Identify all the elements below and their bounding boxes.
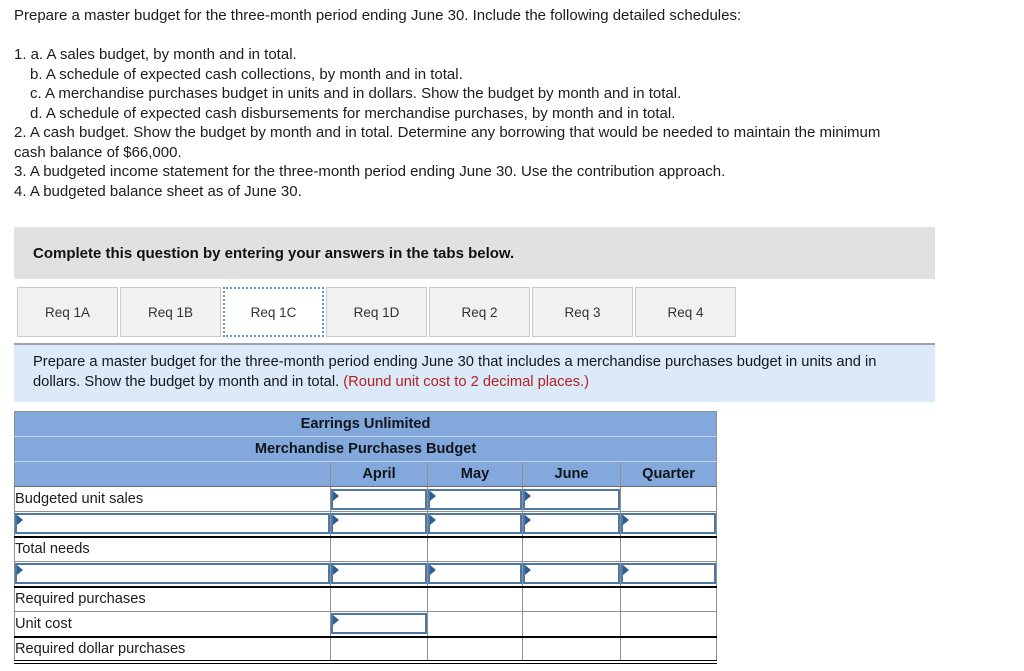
row-label-required-dollar-purchases: Required dollar purchases <box>15 637 331 662</box>
cell-total-needs-quarter <box>621 537 717 562</box>
tab-req-1d[interactable]: Req 1D <box>326 287 427 337</box>
answer-marker-icon <box>525 515 531 525</box>
table-row <box>15 612 717 637</box>
answer-marker-icon <box>623 515 629 525</box>
cell-required-purchases-april <box>331 587 428 612</box>
merchandise-purchases-budget-table <box>14 411 717 664</box>
requirement-line: b. A schedule of expected cash collections, by month and in total. <box>30 65 463 83</box>
input-line4-april[interactable] <box>331 563 427 584</box>
banner-text: Complete this question by entering your answers in the tabs below. <box>33 244 515 262</box>
tab-req-4[interactable]: Req 4 <box>635 287 736 337</box>
column-header-april: April <box>331 462 428 487</box>
table-row <box>15 637 717 662</box>
complete-question-banner <box>14 227 935 279</box>
column-header-quarter: Quarter <box>621 462 717 487</box>
answer-marker-icon <box>17 565 23 575</box>
cell-required-purchases-june <box>523 587 621 612</box>
question-requirements-list <box>14 45 1024 201</box>
cell-budgeted-unit-sales-quarter <box>621 487 717 512</box>
answer-marker-icon <box>525 491 531 501</box>
answer-marker-icon <box>17 515 23 525</box>
table-row <box>15 587 717 612</box>
requirement-line: d. A schedule of expected cash disbursements for merchandise purchases, by month and in total. <box>30 104 676 122</box>
instruction-text: Prepare a master budget for the three-month period ending June 30 that includes a merchandise purchases budget in units and in dollars. Show the budget by month and in total. <box>33 354 877 390</box>
input-unit-cost-april[interactable] <box>331 613 427 634</box>
cell-required-purchases-quarter <box>621 587 717 612</box>
tab-instruction-panel <box>14 343 935 402</box>
cell-unit-cost-quarter <box>621 612 717 637</box>
requirement-line: 3. A budgeted income statement for the three-month period ending June 30. Use the contribution approach. <box>14 163 726 180</box>
answer-marker-icon <box>430 515 436 525</box>
table-row <box>15 537 717 562</box>
input-budgeted-unit-sales-june[interactable] <box>523 489 620 510</box>
answer-marker-icon <box>333 491 339 501</box>
requirement-line: cash balance of $66,000. <box>14 143 182 161</box>
cell-required-dollar-purchases-june <box>523 637 621 662</box>
input-line4-label[interactable] <box>15 563 330 584</box>
column-header-june: June <box>523 462 621 487</box>
cell-total-needs-may <box>428 537 523 562</box>
input-line2-april[interactable] <box>331 513 427 534</box>
table-title: Earrings Unlimited <box>15 412 717 437</box>
row-label-required-purchases: Required purchases <box>15 587 331 612</box>
requirement-line: 1. a. A sales budget, by month and in total. <box>14 46 297 63</box>
cell-required-dollar-purchases-quarter <box>621 637 717 662</box>
requirement-line: 2. A cash budget. Show the budget by month and in total. Determine any borrowing that would be needed to maintain the minimum <box>14 124 881 141</box>
table-row <box>15 512 717 537</box>
tab-req-1c[interactable]: Req 1C <box>223 287 324 337</box>
tab-req-1b[interactable]: Req 1B <box>120 287 221 337</box>
row-label-unit-cost: Unit cost <box>15 612 331 637</box>
input-line4-june[interactable] <box>523 563 620 584</box>
answer-marker-icon <box>430 491 436 501</box>
requirement-line: 4. A budgeted balance sheet as of June 30. <box>14 182 302 200</box>
input-budgeted-unit-sales-may[interactable] <box>428 489 522 510</box>
cell-required-purchases-may <box>428 587 523 612</box>
requirement-line: c. A merchandise purchases budget in units and in dollars. Show the budget by month and in total. <box>30 85 682 102</box>
input-line2-june[interactable] <box>523 513 620 534</box>
table-row <box>15 562 717 587</box>
answer-marker-icon <box>333 565 339 575</box>
answer-marker-icon <box>430 565 436 575</box>
tab-req-3[interactable]: Req 3 <box>532 287 633 337</box>
answer-marker-icon <box>623 565 629 575</box>
question-intro: Prepare a master budget for the three-month period ending June 30. Include the following detailed schedules: <box>14 7 742 24</box>
row-label-budgeted-unit-sales: Budgeted unit sales <box>15 487 331 512</box>
answer-marker-icon <box>333 615 339 625</box>
cell-unit-cost-june <box>523 612 621 637</box>
input-line2-quarter[interactable] <box>621 513 716 534</box>
table-row <box>15 487 717 512</box>
input-line2-label[interactable] <box>15 513 330 534</box>
answer-marker-icon <box>525 565 531 575</box>
cell-required-dollar-purchases-may <box>428 637 523 662</box>
answer-marker-icon <box>333 515 339 525</box>
table-row <box>15 412 717 437</box>
input-line4-quarter[interactable] <box>621 563 716 584</box>
cell-required-dollar-purchases-april <box>331 637 428 662</box>
cell-total-needs-april <box>331 537 428 562</box>
column-header-may: May <box>428 462 523 487</box>
table-row <box>15 462 717 487</box>
instruction-note-red: (Round unit cost to 2 decimal places.) <box>343 373 590 390</box>
cell-total-needs-june <box>523 537 621 562</box>
row-label-total-needs: Total needs <box>15 537 331 562</box>
requirement-tabs <box>17 287 1024 337</box>
cell-unit-cost-may <box>428 612 523 637</box>
table-row <box>15 437 717 462</box>
table-subtitle: Merchandise Purchases Budget <box>15 437 717 462</box>
input-line4-may[interactable] <box>428 563 522 584</box>
tab-req-1a[interactable]: Req 1A <box>17 287 118 337</box>
input-budgeted-unit-sales-april[interactable] <box>331 489 427 510</box>
tab-req-2[interactable]: Req 2 <box>429 287 530 337</box>
input-line2-may[interactable] <box>428 513 522 534</box>
column-header-blank <box>15 462 331 487</box>
